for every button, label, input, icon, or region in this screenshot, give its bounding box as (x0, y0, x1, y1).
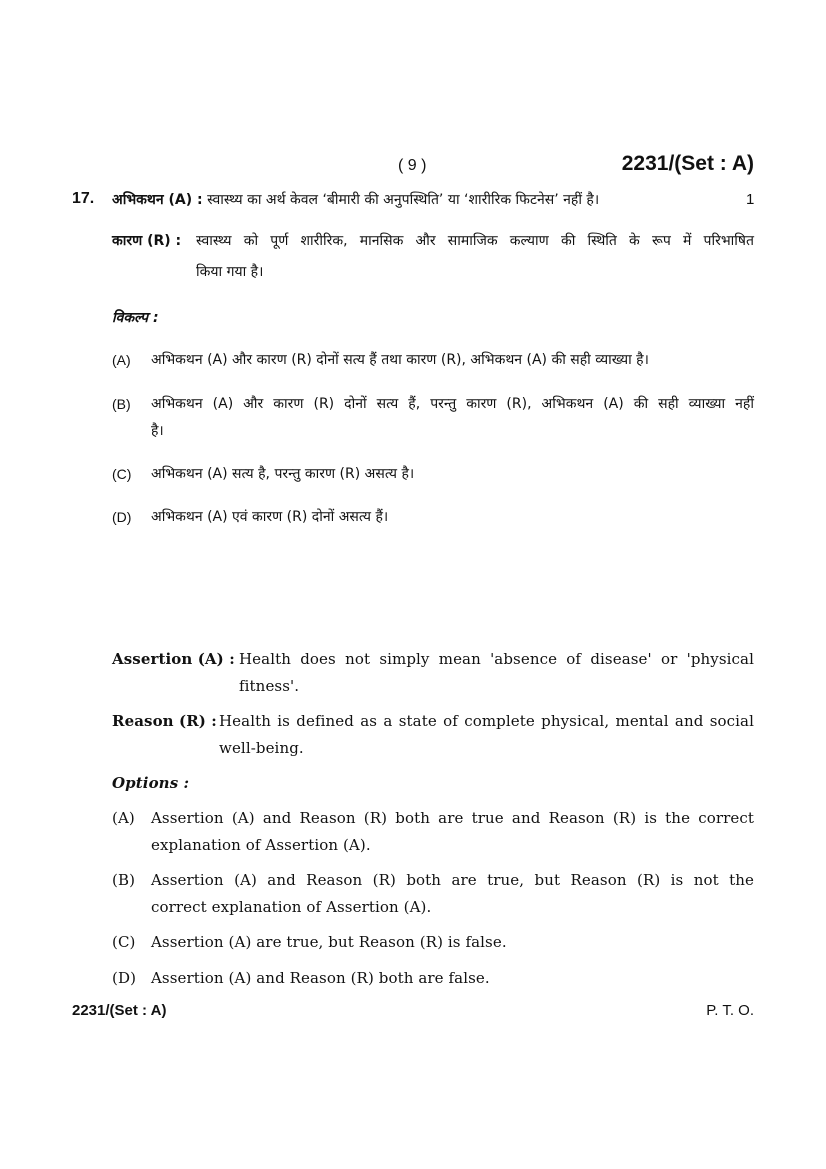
hindi-option-key: (B) (112, 396, 131, 412)
english-reason-label: Reason (R) : (112, 712, 217, 730)
hindi-reason-label: कारण (R) : (112, 233, 182, 249)
hindi-option-text: अभिकथन (A) और कारण (R) दोनों सत्य हैं, परन्तु कारण (R), अभिकथन (A) की सही व्याख्या नहीं (151, 396, 754, 412)
paper-code-footer: 2231/(Set : A) (72, 1002, 167, 1019)
english-option-text-cont: explanation of Assertion (A). (151, 836, 371, 854)
pto-label: P. T. O. (706, 1002, 754, 1019)
hindi-option-key: (A) (112, 352, 131, 368)
hindi-option-text: अभिकथन (A) एवं कारण (R) दोनों असत्य हैं। (151, 509, 389, 525)
page-number: ( 9 ) (398, 157, 427, 174)
english-option-text: Assertion (A) are true, but Reason (R) is false. (151, 933, 507, 951)
question-number: 17. (72, 190, 95, 207)
english-option-text: Assertion (A) and Reason (R) both are false. (151, 969, 490, 987)
english-option-key: (D) (112, 969, 137, 987)
english-option-text-cont: correct explanation of Assertion (A). (151, 898, 432, 916)
english-option-key: (B) (112, 871, 136, 889)
question-marks: 1 (746, 191, 755, 208)
hindi-reason-line1: स्वास्थ्य को पूर्ण शारीरिक, मानसिक और सामाजिक कल्याण की स्थिति के रूप में परिभाषित (196, 233, 754, 249)
hindi-options-label: विकल्प : (112, 310, 159, 326)
english-option-key: (A) (112, 809, 135, 827)
hindi-reason-line2: किया गया है। (196, 264, 264, 280)
english-assertion-label: Assertion (A) : (112, 650, 235, 668)
english-reason-line1: Health is defined as a state of complete physical, mental and social (219, 712, 754, 730)
hindi-option-key: (C) (112, 466, 132, 482)
english-assertion-line1: Health does not simply mean 'absence of disease' or 'physical (239, 650, 754, 668)
hindi-assertion-text: स्वास्थ्य का अर्थ केवल ‘बीमारी की अनुपस्थिति’ या ‘शारीरिक फिटनेस’ नहीं है। (207, 192, 600, 208)
hindi-assertion (112, 190, 672, 209)
english-option-text: Assertion (A) and Reason (R) both are true and Reason (R) is the correct (151, 809, 754, 827)
english-reason-line2: well-being. (219, 739, 304, 757)
english-options-label: Options : (112, 774, 190, 792)
paper-code-header: 2231/(Set : A) (621, 152, 754, 175)
hindi-option-text: अभिकथन (A) सत्य है, परन्तु कारण (R) असत्य है। (151, 466, 415, 482)
english-option-text: Assertion (A) and Reason (R) both are true, but Reason (R) is not the (151, 871, 754, 889)
english-assertion-line2: fitness'. (239, 677, 300, 695)
hindi-option-key: (D) (112, 509, 132, 525)
hindi-option-text-cont: है। (151, 423, 164, 439)
english-option-key: (C) (112, 933, 136, 951)
hindi-option-text: अभिकथन (A) और कारण (R) दोनों सत्य हैं तथा कारण (R), अभिकथन (A) की सही व्याख्या है। (151, 352, 649, 368)
hindi-assertion-label: अभिकथन (A) : (112, 192, 203, 208)
